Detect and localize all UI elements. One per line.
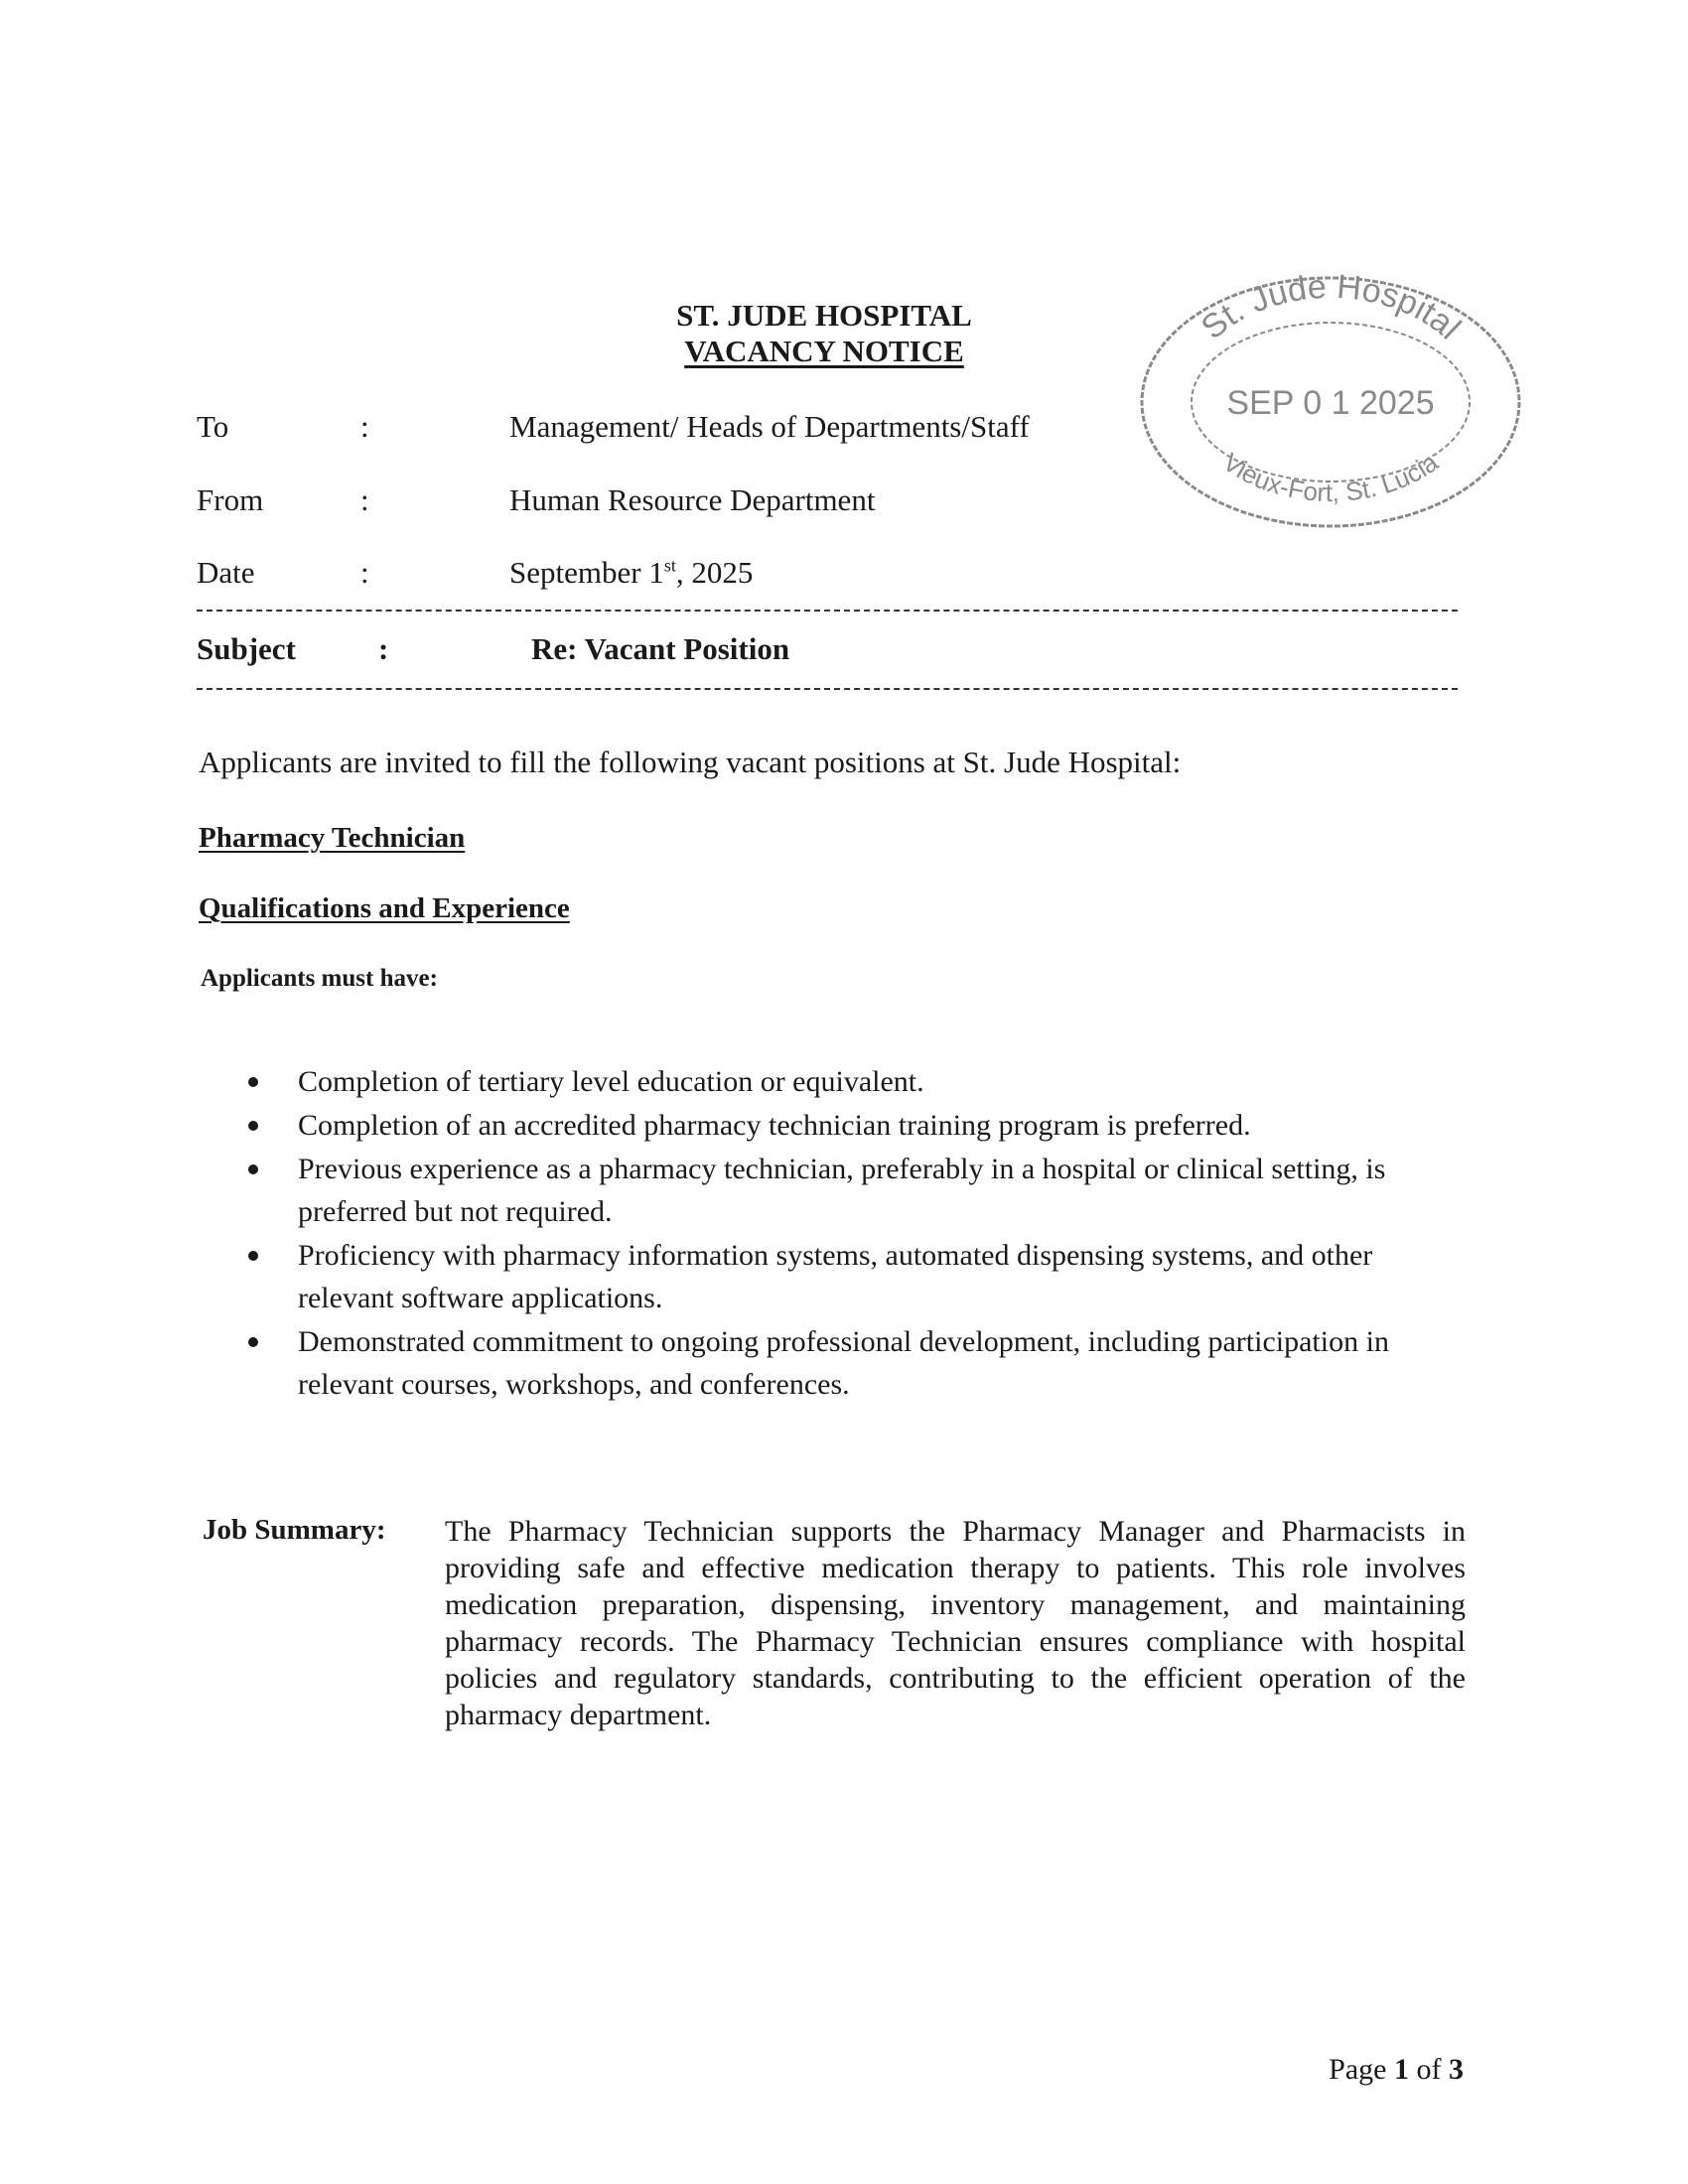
hospital-name: ST. JUDE HOSPITAL — [676, 298, 972, 333]
to-value: Management/ Heads of Departments/Staff — [509, 409, 1030, 444]
list-item — [199, 1104, 1470, 1147]
position-title: Pharmacy Technician — [199, 822, 466, 854]
of-word: of — [1416, 2053, 1442, 2086]
requirement-text: Previous experience as a pharmacy technician, preferably in a hospital or clinical setting, is preferred but not required. — [298, 1153, 1386, 1228]
date-label: Date — [197, 555, 255, 590]
requirement-text: Completion of an accredited pharmacy technician training program is preferred. — [298, 1109, 1251, 1142]
requirement-text: Proficiency with pharmacy information systems, automated dispensing systems, and other relevant software applications. — [298, 1239, 1373, 1314]
must-have-label: Applicants must have: — [201, 965, 438, 992]
requirement-text: Demonstrated commitment to ongoing professional development, including participation in relevant courses, workshops, and conferences. — [298, 1325, 1389, 1401]
page-total: 3 — [1449, 2053, 1464, 2086]
subject-value: Re: Vacant Position — [531, 631, 790, 666]
bullet-icon — [248, 1077, 258, 1087]
memo-date-row — [197, 555, 1487, 595]
page-number — [1329, 2053, 1464, 2087]
memo-to-row — [197, 409, 1487, 449]
list-item — [199, 1060, 1470, 1103]
job-summary-text: The Pharmacy Technician supports the Pharmacy Manager and Pharmacists in providing safe and effective medication therapy to patients. This role involves medication preparation, dispensing, inventory management, and maintaining pharmacy records. The Pharmacy Technician ensures compliance with hospital policies and regulatory standards, contributing to the efficient operation of the pharmacy department. — [445, 1515, 1466, 1731]
bullet-icon — [248, 1337, 258, 1347]
to-colon: : — [360, 409, 369, 444]
bullet-icon — [248, 1251, 258, 1261]
requirements-list — [199, 1060, 1470, 1407]
divider-top — [197, 610, 1458, 612]
divider-bottom — [197, 688, 1458, 690]
bullet-icon — [248, 1164, 258, 1174]
from-label: From — [197, 482, 264, 517]
notice-title — [556, 334, 1092, 369]
page-word: Page — [1329, 2053, 1387, 2086]
page-current: 1 — [1394, 2053, 1409, 2086]
date-value-suffix: , 2025 — [675, 555, 754, 590]
requirement-text: Completion of tertiary level education or equivalent. — [298, 1065, 924, 1098]
from-value: Human Resource Department — [509, 482, 876, 517]
memo-from-row — [197, 482, 1487, 522]
date-colon: : — [360, 555, 369, 590]
stamp-bottom-text: Vieux-Fort, St. Lucia — [1217, 447, 1444, 508]
job-summary-label: Job Summary: — [203, 1514, 386, 1546]
qualifications-heading: Qualifications and Experience — [199, 892, 570, 924]
list-item — [199, 1320, 1470, 1406]
stamp-top-text: St. Jude Hospital — [1194, 267, 1469, 347]
date-value — [509, 555, 753, 591]
date-value-sup: st — [663, 555, 676, 576]
intro-text: Applicants are invited to fill the following vacant positions at St. Jude Hospital: — [199, 745, 1182, 779]
subject-colon: : — [378, 631, 389, 666]
subject-label: Subject — [197, 631, 296, 666]
list-item — [199, 1148, 1470, 1233]
from-colon: : — [360, 482, 369, 517]
list-item — [199, 1234, 1470, 1319]
to-label: To — [197, 409, 229, 444]
bullet-icon — [248, 1121, 258, 1131]
stamp-date: SEP 0 1 2025 — [1226, 384, 1435, 422]
date-value-prefix: September 1 — [509, 555, 664, 590]
notice-title-text: VACANCY NOTICE — [684, 334, 964, 368]
